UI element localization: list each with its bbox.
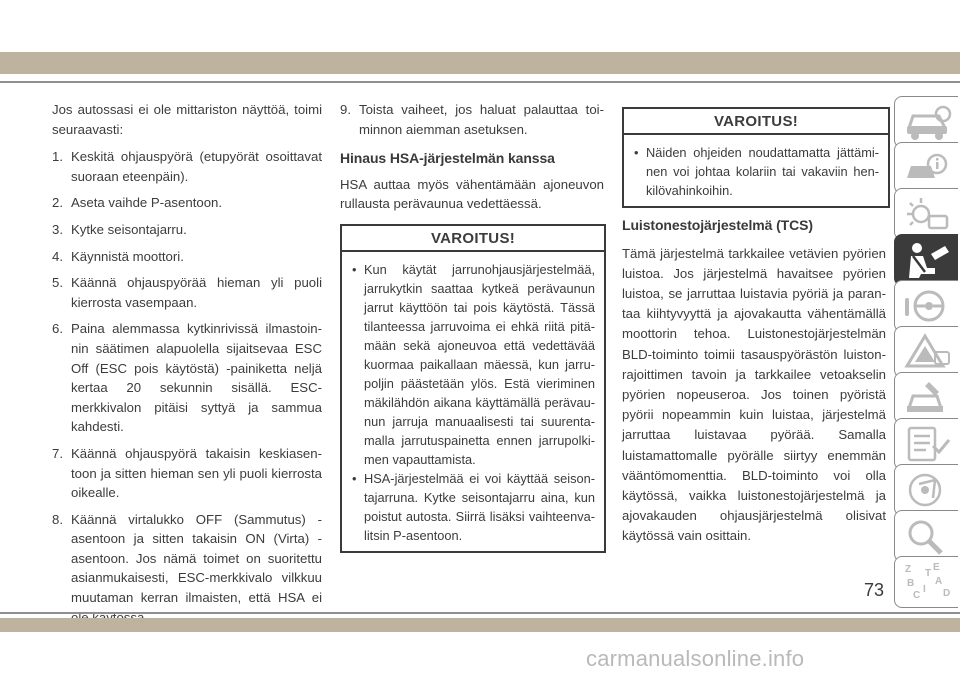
car-icon bbox=[899, 102, 955, 142]
checklist-icon bbox=[899, 424, 955, 464]
warning-item: • HSA-järjestelmää ei voi käyttää seisontajarruna. Kytke seisontajarru aina, kun poistut autosta. Siirrä lisäksi vaihteenvalitsin P-asentoon. bbox=[352, 469, 595, 545]
column-middle bbox=[340, 100, 604, 222]
steps-list bbox=[52, 147, 322, 627]
list-item: 1. Keskitä ohjauspyörä (etupyörät osoittavat suoraan eteenpäin). bbox=[52, 149, 322, 184]
index-letter: B bbox=[907, 578, 915, 589]
tab-customer-assistance[interactable] bbox=[894, 510, 958, 562]
tab-warning-lights[interactable] bbox=[894, 188, 958, 240]
warning-box-hsa bbox=[340, 224, 606, 553]
warning-triangle-icon bbox=[899, 332, 955, 372]
intro-paragraph: Jos autossasi ei ole mittariston näyttöä, toimi seuraavasti: bbox=[52, 102, 322, 137]
warning-list bbox=[342, 252, 604, 551]
warning-item: • Kun käytät jarrunohjausjärjestelmää, jarrukytkin saattaa kytkeä perävaunun jarrut käyttöön tai pois käytöstä. Tässä tilanteessa jarruvoima ei ehkä riitä pitämään sekä ajoneuvoa että vedettävää kuormaa paikallaan mäessä, kun jarrupoljin päästetään ylös. Estä vieriminen mäkilähdön aikana käyttämällä perävaunun jarruja manuaalisesti tai suurentamalla jarrutuspainetta ennen jarrupolkimen vapauttamista. bbox=[352, 260, 595, 469]
tab-index[interactable] bbox=[894, 556, 958, 608]
tab-driving[interactable] bbox=[894, 280, 958, 332]
index-letter: C bbox=[913, 590, 921, 601]
tab-specifications[interactable] bbox=[894, 418, 958, 470]
list-item: 3. Kytke seisontajarru. bbox=[52, 221, 187, 237]
list-item: 6. Paina alemmassa kytkinrivissä ilmastoinnin säätimen alapuolella sijaitsevaa ESC Off (ESC pois käytöstä) -painiketta neljä kertaa 20 sekunnin sisällä. ESC-merkkivalon pitäisi syttyä ja sammua kahdesti. bbox=[52, 321, 322, 435]
tcs-paragraph: Tämä järjestelmä tarkkailee vetävien pyörien luistoa. Jos järjestelmä havaitsee pyörien luistoa, se jarruttaa luistavia pyöriä ja parantaa kiihtyvyyttä ja ajovakautta vähentämällä moottorin tehoa. Luistonestojärjestelmän BLD-toiminto toimii tasauspyörästön luistonrajoittimen tavoin ja tarkkailee vetoakselin pyörien nopeuseroa. Jos toinen pyöristä pyörii nopeammin kuin luistaa, järjestelmä jarruttaa luistavaa pyörää. Samalla luistamattomalle pyörälle siirtyy enemmän vääntömomenttia. BLD-toiminto voi olla käytössä, vaikka luistonestojärjestelmä ja ajovakauden ohjausjärjestelmä olisivat käytössä vain osittain. bbox=[622, 245, 886, 544]
tab-emergency[interactable] bbox=[894, 326, 958, 378]
warning-title: VAROITUS! bbox=[624, 109, 888, 135]
maintenance-icon bbox=[899, 378, 955, 418]
list-item: 2. Aseta vaihde P-asentoon. bbox=[52, 195, 223, 211]
header-rule bbox=[0, 81, 960, 83]
section-heading-tcs: Luistonestojärjestelmä (TCS) bbox=[622, 217, 813, 233]
tab-info[interactable] bbox=[894, 142, 958, 194]
column-right bbox=[622, 216, 886, 555]
index-letter: E bbox=[933, 562, 940, 573]
steering-wheel-icon bbox=[899, 286, 955, 326]
footer-band bbox=[0, 618, 960, 632]
multimedia-icon bbox=[899, 470, 955, 510]
index-letter: I bbox=[923, 584, 926, 595]
warning-item: • Näiden ohjeiden noudattamatta jättäminen voi johtaa kolariin tai vakaviin henkilövahinkoihin. bbox=[634, 143, 879, 200]
steps-list-continued bbox=[340, 100, 604, 139]
index-letter: A bbox=[935, 576, 943, 587]
hsa-paragraph: HSA auttaa myös vähentämään ajoneuvon rullausta perävaunua vedettäessä. bbox=[340, 176, 604, 212]
tab-safety[interactable] bbox=[894, 234, 958, 286]
list-item: 5. Käännä ohjauspyörää hieman yli puoli kierrosta vasempaan. bbox=[52, 275, 322, 310]
section-heading-hsa: Hinaus HSA-järjestelmän kanssa bbox=[340, 150, 555, 167]
info-icon bbox=[899, 148, 955, 188]
tab-maintenance[interactable] bbox=[894, 372, 958, 424]
index-letters-icon bbox=[899, 562, 955, 602]
warning-title: VAROITUS! bbox=[342, 226, 604, 252]
index-letter: T bbox=[925, 568, 932, 579]
warning-box-tcs bbox=[622, 107, 890, 208]
tab-multimedia[interactable] bbox=[894, 464, 958, 516]
column-left bbox=[52, 100, 322, 634]
list-item: 8. Käännä virtalukko OFF (Sammutus) -asentoon ja sitten takaisin ON (Virta) -asentoon. Jos nämä toimet on suoritettu asianmukaisesti, ESC-merkkivalo vilkkuu muutaman kerran ilmaisten, että HSA ei bbox=[52, 511, 322, 606]
warning-light-icon bbox=[899, 194, 955, 234]
watermark: carmanualsonline.info bbox=[586, 646, 805, 671]
search-icon bbox=[899, 516, 955, 556]
tab-car[interactable] bbox=[894, 96, 958, 148]
safety-seatbelt-icon bbox=[899, 240, 955, 280]
index-letter: D bbox=[943, 588, 951, 599]
list-item: 7. Käännä ohjauspyörä takaisin keskiasentoon ja sitten hieman sen yli puoli kierrosta oikealle. bbox=[52, 445, 322, 501]
warning-list bbox=[624, 135, 888, 206]
header-band bbox=[0, 52, 960, 74]
list-item: 4. Käynnistä moottori. bbox=[52, 248, 184, 264]
footer-rule bbox=[0, 612, 960, 614]
index-letter: Z bbox=[905, 564, 912, 575]
page-number: 73 bbox=[864, 580, 885, 600]
list-item: 9. Toista vaiheet, jos haluat palauttaa toiminnon aiemman asetuksen. bbox=[340, 102, 604, 137]
